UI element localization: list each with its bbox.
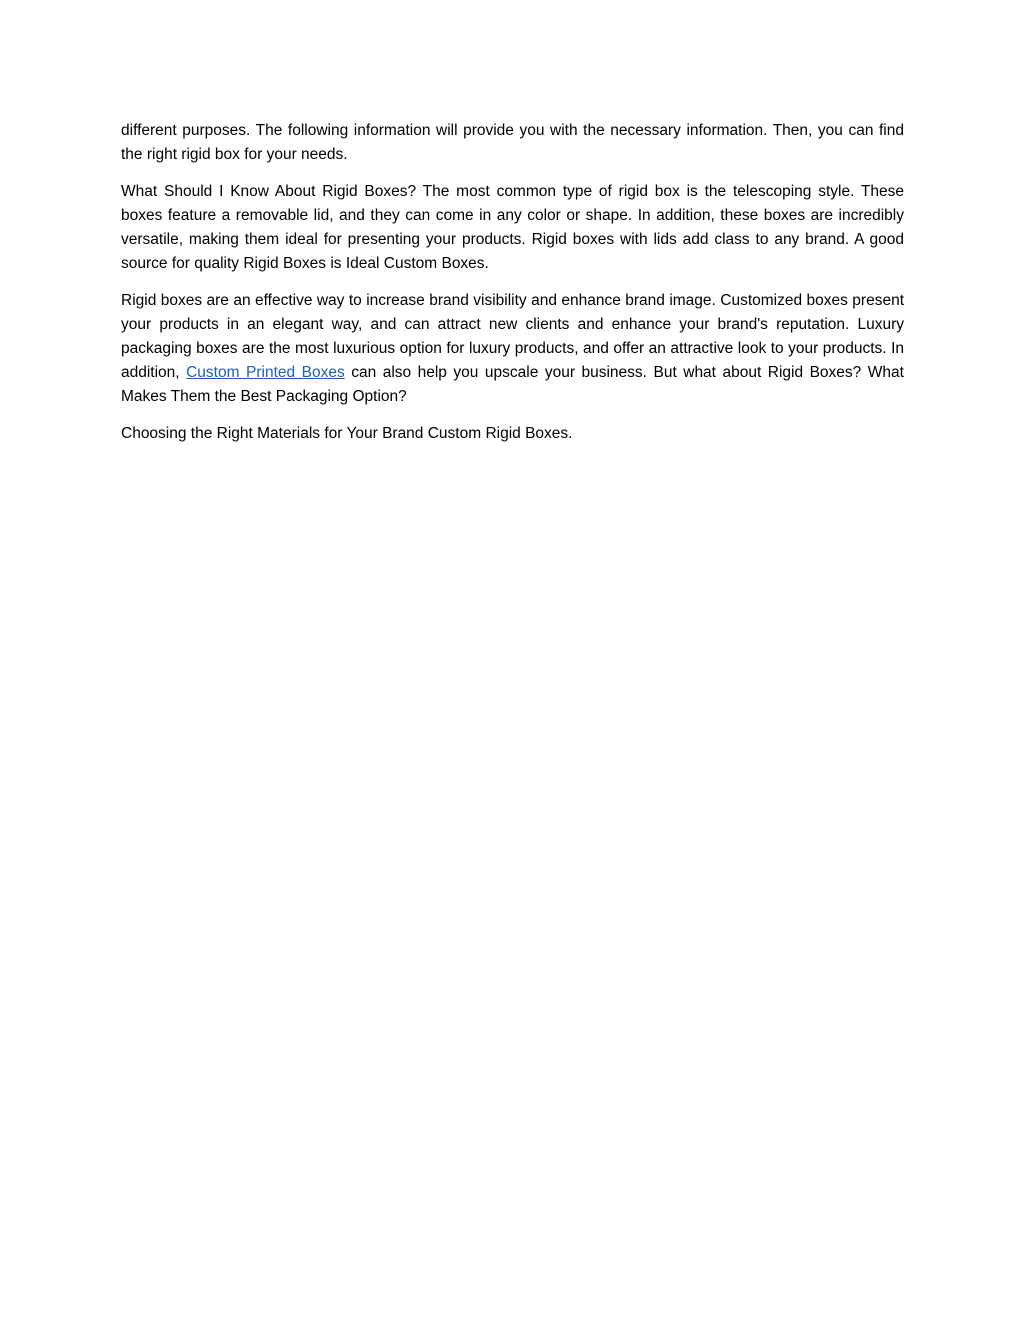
paragraph-choosing-materials: Choosing the Right Materials for Your Brand Custom Rigid Boxes.: [121, 425, 573, 442]
paragraph-text-before-link: Rigid boxes are an effective way to increase brand visibility and enhance brand image. Customized boxes present your products in an elegant way, and can attract new clients and enhance your brand's reputation. Luxury packaging boxes are the most luxurious option for luxury products, and offer an attractive look to your products. In addition,: [121, 292, 904, 381]
paragraph-intro-continuation: different purposes. The following information will provide you with the necessary information. Then, you can find the right rigid box for your needs.: [121, 122, 904, 163]
paragraph-brand-visibility: [121, 289, 904, 409]
paragraph-text-after-link: can also help you upscale your business. But what about Rigid Boxes? What Makes Them the Best Packaging Option?: [121, 364, 904, 405]
custom-printed-boxes-link[interactable]: Custom Printed Boxes: [186, 364, 345, 381]
document-body: [121, 119, 904, 459]
paragraph-rigid-boxes-overview: What Should I Know About Rigid Boxes? The most common type of rigid box is the telescoping style. These boxes feature a removable lid, and they can come in any color or shape. In addition, these boxes are incredibly versatile, making them ideal for presenting your products. Rigid boxes with lids add class to any brand. A good source for quality Rigid Boxes is Ideal Custom Boxes.: [121, 183, 904, 272]
